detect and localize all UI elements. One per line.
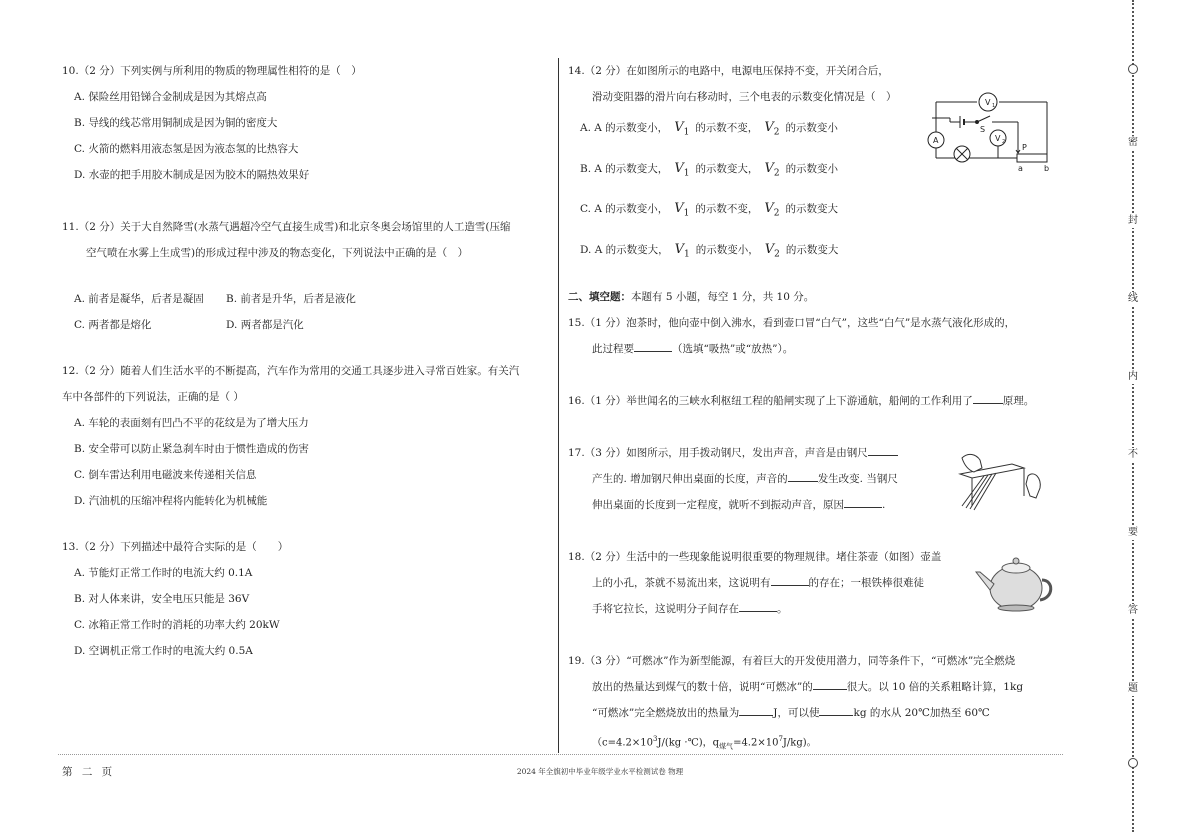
v-subscript: 1 xyxy=(683,208,690,219)
seal-char: 不 xyxy=(1128,449,1138,460)
q15-text-b: （选填“吸热”或“放热”）。 xyxy=(672,343,794,356)
q13-option-d: D. 空调机正常工作时的电流大约 0.5A xyxy=(74,645,253,657)
seal-char: 密 xyxy=(1128,137,1138,148)
ruler-vibration-lines xyxy=(962,473,996,510)
teapot-base xyxy=(998,605,1034,611)
q14-stem-line1: 14.（2 分）在如图所示的电路中，电源电压保持不变，开关闭合后， xyxy=(568,65,889,77)
question-15 xyxy=(568,310,1064,362)
v-subscript: 2 xyxy=(773,168,780,179)
left-column xyxy=(62,58,552,664)
v-subscript: 1 xyxy=(683,168,690,179)
q11-option-c: C. 两者都是熔化 xyxy=(74,319,152,331)
q18-line1: 18.（2 分）生活中的一些现象能说明很重要的物理规律。堵住茶壶（如图）壶盖 xyxy=(568,551,942,564)
q19-line1: 19.（3 分）“可燃冰”作为新型能源，有着巨大的开发使用潜力，同等条件下，“可燃冰”完全燃烧 xyxy=(568,655,1016,668)
q19-formula-c: =4.2×10 xyxy=(733,737,779,749)
q19-line2 xyxy=(568,674,1064,700)
seal-dotted-line xyxy=(1132,0,1136,832)
q12-stem-line2: 车中各部件的下列说法，正确的是（ ） xyxy=(62,391,244,403)
q14-c-text2: 的示数不变， xyxy=(695,203,759,216)
q12-stem-line1: 12.（2 分）随着人们生活水平的不断提高，汽车作为常用的交通工具逐步进入寻常百姓家。有关汽 xyxy=(62,365,520,377)
q14-b-text2: 的示数变大， xyxy=(695,162,759,175)
q14-a-text2: 的示数不变， xyxy=(695,122,759,134)
section-2-title: 二、填空题： xyxy=(568,291,631,304)
q15-answer-blank[interactable] xyxy=(634,339,672,352)
rheostat-symbol xyxy=(1017,154,1047,162)
q10-option-d: D. 水壶的把手用胶木制成是因为胶木的隔热效果好 xyxy=(74,169,310,181)
q11-option-b: B. 前者是升华，后者是液化 xyxy=(226,293,356,305)
footer-divider xyxy=(58,754,1063,755)
v2-symbol xyxy=(758,160,785,179)
exam-title-footer: 2024 年全旗初中毕业年级学业水平检测试卷 物理 xyxy=(516,767,684,776)
q14-stem-line2: 滑动变阻器的滑片向右移动时，三个电表的示数变化情况是（ ） xyxy=(592,91,897,103)
v2-symbol xyxy=(758,201,785,219)
v-letter: V xyxy=(674,201,684,217)
seal-char: 题 xyxy=(1128,683,1138,694)
q14-d-text1: D. A 的示数变大， xyxy=(580,243,669,256)
q11-option-d: D. 两者都是汽化 xyxy=(226,319,304,331)
seal-char: 线 xyxy=(1128,293,1138,304)
q16-text-a: 16.（1 分）举世闻名的三峡水利枢纽工程的船闸实现了上下游通航，船闸的工作利用了 xyxy=(568,395,973,408)
q19-text-c: “可燃冰”完全燃烧放出的热量为 xyxy=(592,707,740,720)
circuit-ammeter-letter: A xyxy=(933,136,939,145)
q17-text-b: 产生的. 增加钢尺伸出桌面的长度，声音的 xyxy=(592,473,788,486)
section-2-header xyxy=(568,284,1064,310)
seal-char: 答 xyxy=(1128,605,1138,616)
q19-subscript: 煤气 xyxy=(719,742,734,751)
question-12 xyxy=(62,358,552,514)
section-2-desc: 本题有 5 小题，每空 1 分，共 10 分。 xyxy=(631,291,815,304)
page-number: 第 二 页 xyxy=(62,766,116,778)
circuit-end-b: b xyxy=(1044,164,1050,173)
steel-ruler-figure xyxy=(954,448,1046,512)
column-divider xyxy=(558,58,559,753)
q19-text-d: J，可以使 xyxy=(773,707,820,720)
seal-circle-icon xyxy=(1128,64,1138,74)
v1-symbol xyxy=(668,120,695,138)
q10-option-a: A. 保险丝用铅锑合金制成是因为其熔点高 xyxy=(74,91,267,103)
q10-option-b: B. 导线的线芯常用铜制成是因为铜的密度大 xyxy=(74,117,278,129)
circuit-diagram xyxy=(922,92,1062,176)
q14-b-text3: 的示数变小 xyxy=(785,162,839,175)
seal-char: 内 xyxy=(1128,371,1138,382)
q14-option-d xyxy=(568,232,1064,273)
v2-symbol xyxy=(759,241,786,260)
teapot-knob xyxy=(1013,558,1019,564)
question-19 xyxy=(568,648,1064,759)
q17-answer-blank-1[interactable] xyxy=(868,443,898,456)
q17-text-d: 伸出桌面的长度到一定程度，就听不到振动声音，原因 xyxy=(592,499,844,512)
hand-holding-ruler xyxy=(962,454,982,472)
q19-answer-blank-2[interactable] xyxy=(739,703,773,716)
q19-formula-d: J/kg)。 xyxy=(782,737,817,749)
q19-formula-a: （c=4.2×10 xyxy=(592,737,653,749)
q18-text-c: 手将它拉长，这说明分子间存在 xyxy=(592,603,739,616)
q13-option-a: A. 节能灯正常工作时的电流大约 0.1A xyxy=(74,567,253,579)
v-letter: V xyxy=(764,120,774,135)
q14-c-text3: 的示数变大 xyxy=(785,203,839,216)
switch-pivot xyxy=(976,121,979,124)
q11-options-row1 xyxy=(62,286,552,312)
q11-options-row2 xyxy=(62,312,552,338)
circuit-v1-sub: 1 xyxy=(992,103,996,109)
circuit-switch-letter: S xyxy=(980,125,986,134)
q17-text-c: 发生改变. 当钢尺 xyxy=(817,473,898,486)
v-subscript: 2 xyxy=(773,208,780,219)
q19-exponent-1: 3 xyxy=(653,735,658,744)
v-letter: V xyxy=(674,241,685,257)
q12-option-d: D. 汽油机的压缩冲程将内能转化为机械能 xyxy=(74,495,268,507)
q19-line3 xyxy=(568,700,1064,726)
circuit-v1-letter: V xyxy=(985,98,991,107)
q18-answer-blank-2[interactable] xyxy=(739,599,777,612)
v-subscript: 2 xyxy=(774,249,780,260)
seal-line-strip xyxy=(1128,0,1138,832)
v-letter: V xyxy=(764,201,774,217)
q19-text-b: 很大。以 10 倍的关系粗略计算，1kg xyxy=(846,681,1024,694)
q14-c-text1: C. A 的示数变小， xyxy=(580,203,669,216)
q14-d-text2: 的示数变小， xyxy=(695,243,759,256)
teapot-figure xyxy=(970,550,1054,614)
slider-arrow xyxy=(1016,148,1020,153)
q14-a-text1: A. A 的示数变小， xyxy=(580,122,669,134)
v2-symbol xyxy=(758,120,785,138)
question-16 xyxy=(568,388,1064,414)
q14-b-text1: B. A 的示数变大， xyxy=(580,162,669,175)
q19-answer-blank-1[interactable] xyxy=(813,677,847,690)
q10-stem: 10.（2 分）下列实例与所利用的物质的物理属性相符的是（ ） xyxy=(62,65,362,77)
q13-stem: 13.（2 分）下列描述中最符合实际的是（ ） xyxy=(62,541,289,553)
question-11 xyxy=(62,214,552,338)
q15-text-a: 此过程要 xyxy=(592,343,634,356)
q14-d-text3: 的示数变大 xyxy=(785,243,839,256)
v1-symbol xyxy=(668,160,695,179)
switch-blade xyxy=(977,116,990,122)
q19-answer-blank-3[interactable] xyxy=(819,703,853,716)
v-subscript: 1 xyxy=(683,127,690,138)
q18-text-b: 的存在；一根铁棒很难徒 xyxy=(808,577,924,590)
q11-stem-line2: 空气喷在水雾上生成雪)的形成过程中涉及的物态变化，下列说法中正确的是（ ） xyxy=(86,247,469,259)
q18-text-d: 。 xyxy=(777,603,788,616)
v-subscript: 2 xyxy=(773,127,780,138)
seal-char: 要 xyxy=(1128,527,1138,538)
q12-option-a: A. 车轮的表面刻有凹凸不平的花纹是为了增大压力 xyxy=(74,417,309,429)
seal-char: 封 xyxy=(1128,215,1138,226)
circuit-v2-sub: 2 xyxy=(1002,139,1006,145)
q16-line1 xyxy=(568,388,1064,414)
q17-text-e: . xyxy=(882,499,886,512)
q11-option-a: A. 前者是凝华，后者是凝固 xyxy=(74,293,204,305)
q17-text-a: 17.（3 分）如图所示，用手拨动钢尺，发出声音，声音是由钢尺 xyxy=(568,447,868,460)
q15-line2 xyxy=(568,336,1064,362)
q18-text-a: 上的小孔，茶就不易流出来，这说明有 xyxy=(592,577,771,590)
q19-exponent-2: 7 xyxy=(778,735,783,744)
q14-a-text3: 的示数变小 xyxy=(785,122,838,134)
q14-option-c xyxy=(568,191,1064,232)
q17-answer-blank-2[interactable] xyxy=(788,469,818,482)
q15-line1: 15.（1 分）泡茶时，他向壶中倒入沸水，看到壶口冒“白气”，这些“白气”是水蒸气液化形成的， xyxy=(568,317,1016,330)
v1-symbol xyxy=(669,241,696,260)
q16-text-b: 原理。 xyxy=(1002,395,1035,408)
question-10 xyxy=(62,58,552,188)
q10-option-c: C. 火箭的燃料用液态氢是因为液态氢的比热容大 xyxy=(74,143,299,155)
q18-answer-blank-1[interactable] xyxy=(771,573,809,586)
q12-option-c: C. 倒车雷达利用电磁波来传递相关信息 xyxy=(74,469,257,481)
q19-text-a: 放出的热量达到煤气的数十倍，说明“可燃冰”的 xyxy=(592,681,813,694)
q16-answer-blank[interactable] xyxy=(973,391,1003,404)
v1-symbol xyxy=(668,201,695,219)
q19-formula-b: J/(kg ·℃)，q xyxy=(657,737,720,749)
circuit-v2-letter: V xyxy=(995,134,1001,143)
v-subscript: 1 xyxy=(684,249,690,260)
v-letter: V xyxy=(674,160,684,176)
circuit-slider-letter: P xyxy=(1022,143,1027,152)
circuit-end-a: a xyxy=(1018,164,1023,173)
v-letter: V xyxy=(674,120,684,135)
q13-option-c: C. 冰箱正常工作时的消耗的功率大约 20kW xyxy=(74,619,280,631)
v-letter: V xyxy=(764,241,775,257)
hand-plucking-ruler xyxy=(1026,474,1040,498)
seal-circle-icon xyxy=(1128,758,1138,768)
q19-text-e: kg 的水从 20℃加热至 60℃ xyxy=(853,707,990,720)
q11-stem-line1: 11.（2 分）关于大自然降雪(水蒸气遇超冷空气直接生成雪)和北京冬奥会场馆里的人工造雪(压缩 xyxy=(62,221,511,233)
q12-option-b: B. 安全带可以防止紧急刹车时由于惯性造成的伤害 xyxy=(74,443,309,455)
question-13 xyxy=(62,534,552,664)
v-letter: V xyxy=(764,160,774,176)
q17-answer-blank-3[interactable] xyxy=(844,495,882,508)
q13-option-b: B. 对人体来讲，安全电压只能是 36V xyxy=(74,593,250,605)
